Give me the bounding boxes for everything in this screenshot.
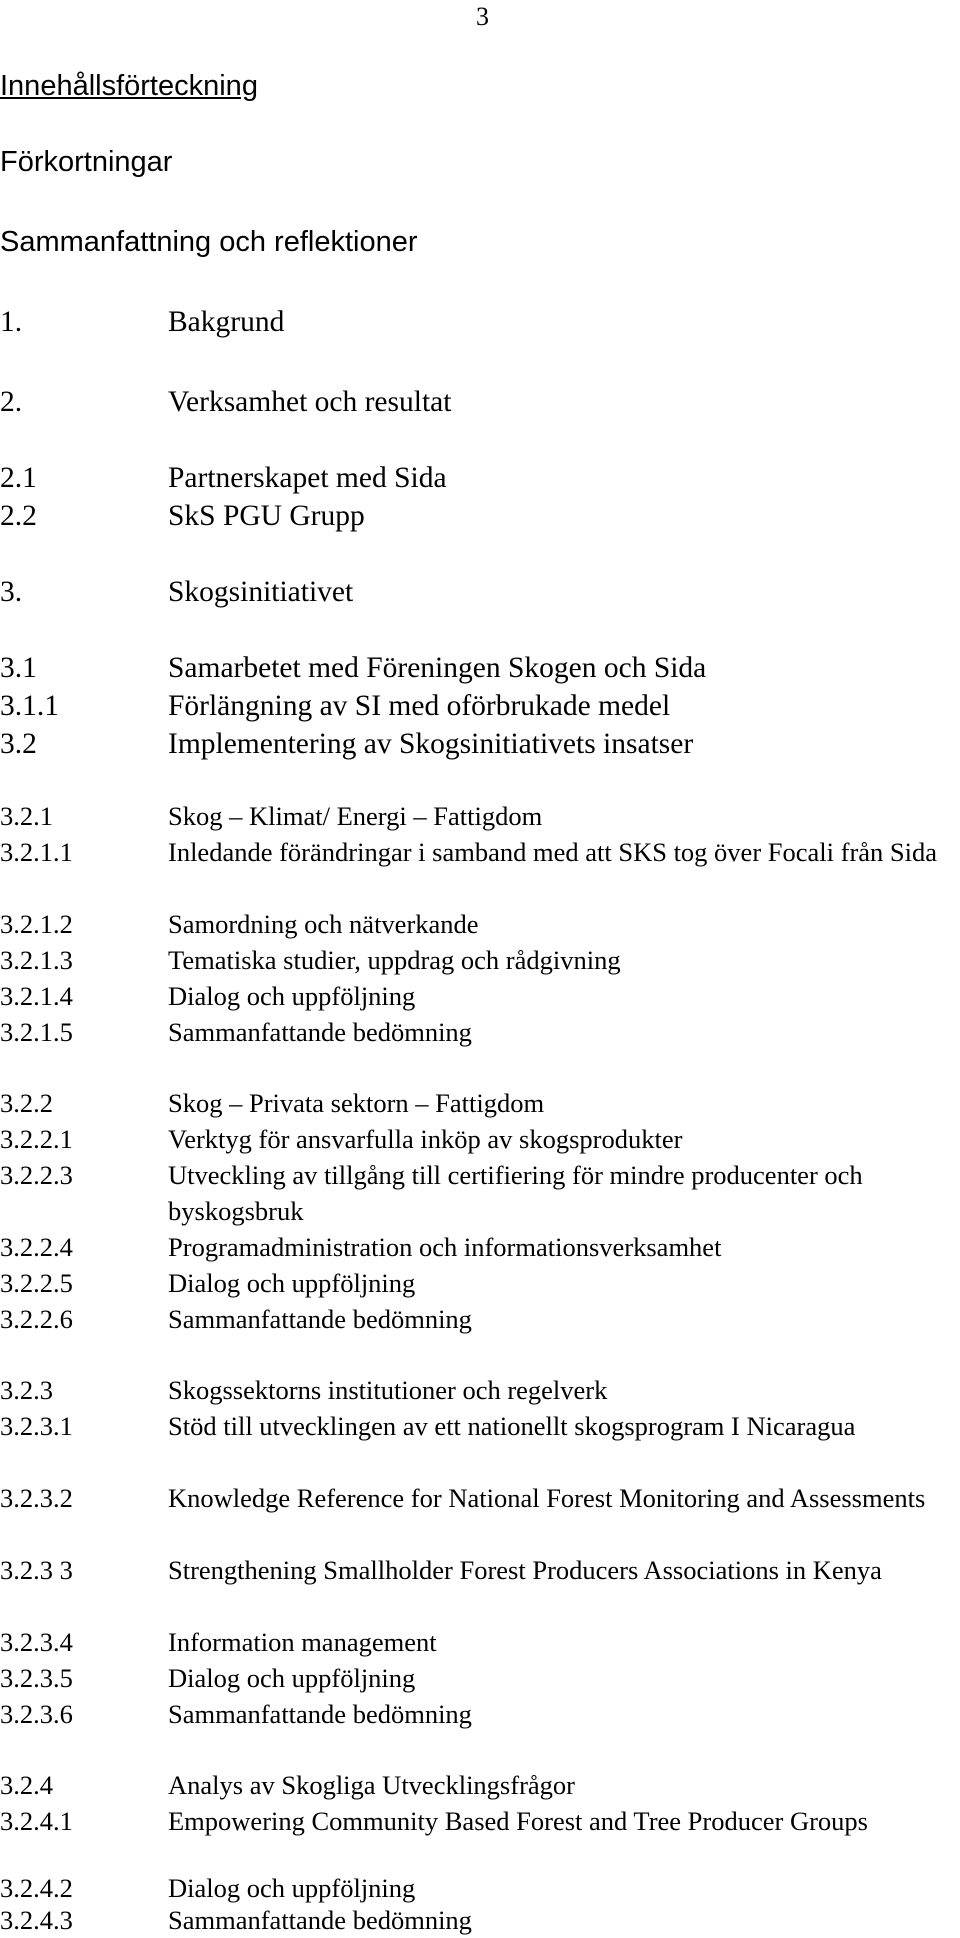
entry-title: Dialog och uppföljning [168, 1268, 416, 1298]
entry-number: 1. [0, 306, 23, 338]
entry-title: Skog – Privata sektorn – Fattigdom [168, 1088, 545, 1118]
entry-number: 3.2.3.1 [0, 1411, 73, 1441]
entry-title: Sammanfattande bedömning [168, 1017, 472, 1047]
entry-title: Verksamhet och resultat [168, 386, 452, 418]
entry-number: 3.1 [0, 652, 37, 684]
entry-number: 3.2.1.3 [0, 945, 73, 975]
entry-number: 3.2.3.4 [0, 1627, 73, 1657]
entry-title: Information management [168, 1627, 437, 1657]
entry-number: 3.2.4.1 [0, 1806, 73, 1836]
entry-title: Sammanfattande bedömning [168, 1905, 472, 1935]
section-summary: Sammanfattning och reflektioner [0, 226, 418, 258]
entry-number: 3.2.2 [0, 1088, 53, 1118]
entry-title: Dialog och uppföljning [168, 1873, 416, 1903]
entry-number: 3.2.4.3 [0, 1905, 73, 1935]
entry-number: 3.2.1.2 [0, 909, 73, 939]
entry-title: Dialog och uppföljning [168, 981, 416, 1011]
entry-number: 3.2.1 [0, 801, 53, 831]
entry-title: Empowering Community Based Forest and Tree Producer Groups [168, 1806, 868, 1836]
section-abbreviations: Förkortningar [0, 146, 173, 178]
entry-title: Bakgrund [168, 306, 285, 338]
entry-title: Skog – Klimat/ Energi – Fattigdom [168, 801, 543, 831]
entry-number: 3.2.3.2 [0, 1483, 73, 1513]
entry-number: 3.2.2.5 [0, 1268, 73, 1298]
entry-title: Tematiska studier, uppdrag och rådgivning [168, 945, 621, 975]
entry-number: 3.2.3 3 [0, 1555, 73, 1585]
entry-title: SkS PGU Grupp [168, 500, 365, 532]
entry-title: Sammanfattande bedömning [168, 1699, 472, 1729]
entry-title: Analys av Skogliga Utvecklingsfrågor [168, 1770, 575, 1800]
entry-number: 3.2.2.4 [0, 1232, 73, 1262]
entry-title: Sammanfattande bedömning [168, 1304, 472, 1334]
entry-number: 2.2 [0, 500, 37, 532]
entry-number: 3.2.1.1 [0, 837, 73, 867]
entry-number: 3.2.1.4 [0, 981, 73, 1011]
entry-number: 3.2.1.5 [0, 1017, 73, 1047]
entry-number: 3.2 [0, 728, 37, 760]
entry-title: Samordning och nätverkande [168, 909, 479, 939]
entry-number: 3.2.3.5 [0, 1663, 73, 1693]
entry-number: 2. [0, 386, 23, 418]
entry-number: 2.1 [0, 462, 37, 494]
entry-number: 3.2.4 [0, 1770, 53, 1800]
entry-title: Knowledge Reference for National Forest Monitoring and Assessments [168, 1483, 926, 1513]
entry-title: Utveckling av tillgång till certifiering för mindre producenter och byskogsbruk [168, 1160, 863, 1226]
entry-title: Inledande förändringar i samband med att SKS tog över Focali från Sida [168, 837, 938, 867]
entry-number: 3.2.3 [0, 1375, 53, 1405]
entry-title: Strengthening Smallholder Forest Producers Associations in Kenya [168, 1555, 882, 1585]
page-number: 3 [476, 2, 489, 31]
toc-title: Innehållsförteckning [0, 70, 258, 102]
entry-title: Programadministration och informationsverksamhet [168, 1232, 722, 1262]
entry-number: 3. [0, 576, 23, 608]
entry-title: Implementering av Skogsinitiativets insatser [168, 728, 694, 760]
entry-number: 3.2.2.1 [0, 1124, 73, 1154]
entry-title: Partnerskapet med Sida [168, 462, 447, 494]
entry-title: Verktyg för ansvarfulla inköp av skogsprodukter [168, 1124, 683, 1154]
entry-title: Förlängning av SI med oförbrukade medel [168, 690, 671, 722]
entry-title: Samarbetet med Föreningen Skogen och Sida [168, 652, 707, 684]
entry-number: 3.2.3.6 [0, 1699, 73, 1729]
entry-number: 3.2.2.6 [0, 1304, 73, 1334]
entry-title: Skogssektorns institutioner och regelverk [168, 1375, 608, 1405]
entry-number: 3.1.1 [0, 690, 59, 722]
entry-title: Stöd till utvecklingen av ett nationellt skogsprogram I Nicaragua [168, 1411, 856, 1441]
entry-number: 3.2.2.3 [0, 1160, 73, 1190]
entry-title: Dialog och uppföljning [168, 1663, 416, 1693]
entry-title: Skogsinitiativet [168, 576, 354, 608]
entry-number: 3.2.4.2 [0, 1873, 73, 1903]
